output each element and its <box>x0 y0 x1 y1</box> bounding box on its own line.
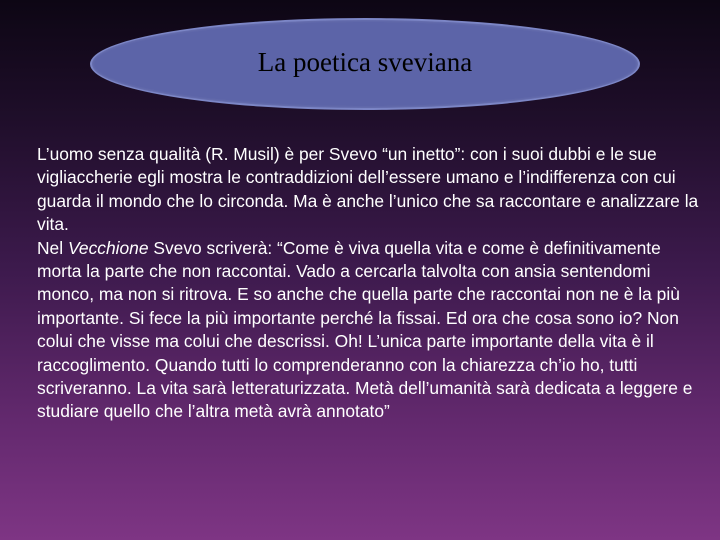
body-paragraph-1: L’uomo senza qualità (R. Musil) è per Svevo “un inetto”: con i suoi dubbi e le sue vigliaccherie egli mostra le contraddizioni dell’essere umano e l’indifferenza con cui guarda il mondo che lo circonda. Ma è anche l’unico che sa raccontare e analizzare la vita. <box>37 144 699 235</box>
body-paragraph-2 <box>37 237 699 424</box>
book-title: Vecchione <box>67 237 149 258</box>
slide-title: La poetica sveviana <box>257 47 473 77</box>
slide-body <box>37 143 699 424</box>
paragraph-2-quote: Svevo scriverà: “Come è viva quella vita e come è definitivamente morta la parte che non raccontai. Vado a cercarla talvolta con ansia sentendomi monco, ma non si ritrova. E so anche che quella parte che raccontai non ne è la più importante. Si fece la più importante perché la fissai. Ed ora che cosa sono io? Non colui che visse ma colui che descrissi. Oh! L’unica parte importante della vita è il raccoglimento. Quando tutti lo comprenderanno con la chiarezza ch’io ho, tutti scriveranno. La vita sarà letteraturizzata. Metà dell’umanità sarà dedicata a leggere e studiare quello che l’altra metà avrà annotato” <box>37 237 693 422</box>
paragraph-2-prefix: Nel <box>37 237 68 258</box>
